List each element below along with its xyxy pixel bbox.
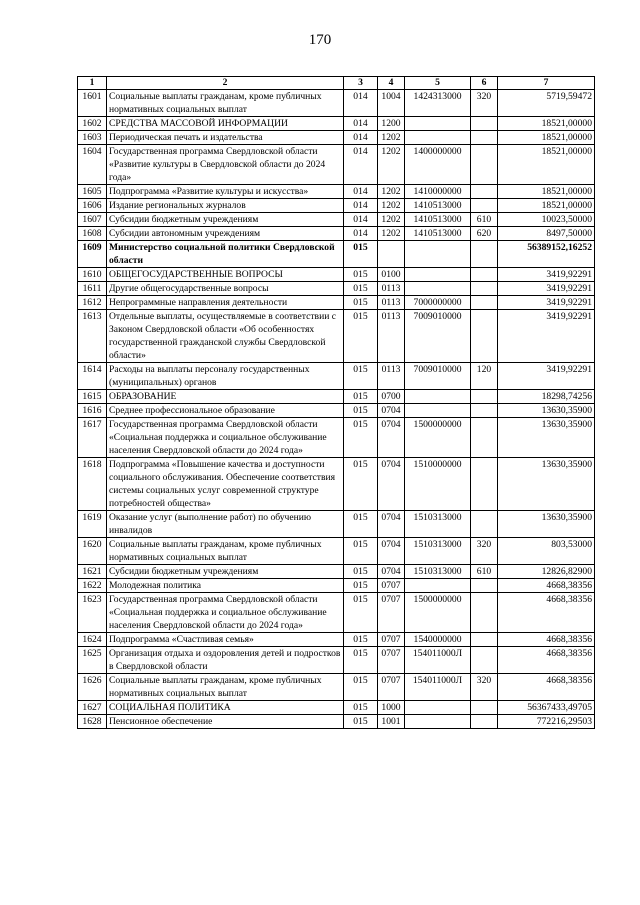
table-row xyxy=(78,296,595,310)
table-row xyxy=(78,418,595,458)
amount-cell: 4668,38356 xyxy=(498,593,595,633)
expense-type-cell xyxy=(471,458,498,511)
row-name-cell: СОЦИАЛЬНАЯ ПОЛИТИКА xyxy=(107,701,344,715)
section-code-cell: 0113 xyxy=(378,296,405,310)
section-code-cell: 0704 xyxy=(378,511,405,538)
section-code-cell: 0113 xyxy=(378,310,405,363)
table-row xyxy=(78,579,595,593)
ministry-code-cell: 014 xyxy=(344,185,378,199)
amount-cell: 56389152,16252 xyxy=(498,241,595,268)
row-name-cell: Социальные выплаты гражданам, кроме публичных нормативных социальных выплат xyxy=(107,538,344,565)
row-name-cell: Подпрограмма «Повышение качества и доступности социального обслуживания. Обеспечение соответствия системы социальных услуг современной структуре потребностей общества» xyxy=(107,458,344,511)
row-name-cell: Оказание услуг (выполнение работ) по обучению инвалидов xyxy=(107,511,344,538)
section-code-cell: 0707 xyxy=(378,633,405,647)
target-article-cell: 1510000000 xyxy=(405,458,471,511)
table-row xyxy=(78,199,595,213)
amount-cell: 3419,92291 xyxy=(498,310,595,363)
amount-cell: 56367433,49705 xyxy=(498,701,595,715)
table-row xyxy=(78,241,595,268)
table-row xyxy=(78,647,595,674)
section-code-cell: 0700 xyxy=(378,390,405,404)
table-row xyxy=(78,390,595,404)
table-row xyxy=(78,310,595,363)
row-name-cell: Государственная программа Свердловской области «Социальная поддержка и социальное обслуживание населения Свердловской области до 2024 года» xyxy=(107,418,344,458)
ministry-code-cell: 015 xyxy=(344,296,378,310)
expense-type-cell xyxy=(471,390,498,404)
target-article-cell: 1540000000 xyxy=(405,633,471,647)
expense-type-cell: 610 xyxy=(471,213,498,227)
ministry-code-cell: 015 xyxy=(344,538,378,565)
row-name-cell: Периодическая печать и издательства xyxy=(107,131,344,145)
ministry-code-cell: 015 xyxy=(344,579,378,593)
row-name-cell: Отдельные выплаты, осуществляемые в соответствии с Законом Свердловской области «Об особенностях государственной гражданской службы Свердловской области» xyxy=(107,310,344,363)
target-article-cell xyxy=(405,390,471,404)
target-article-cell: 1510313000 xyxy=(405,565,471,579)
amount-cell: 18521,00000 xyxy=(498,145,595,185)
amount-cell: 5719,59472 xyxy=(498,90,595,117)
row-name-cell: Другие общегосударственные вопросы xyxy=(107,282,344,296)
target-article-cell xyxy=(405,282,471,296)
section-code-cell: 0704 xyxy=(378,404,405,418)
expense-type-cell xyxy=(471,310,498,363)
header-cell: 5 xyxy=(405,77,471,90)
section-code-cell: 1202 xyxy=(378,199,405,213)
row-name-cell: СРЕДСТВА МАССОВОЙ ИНФОРМАЦИИ xyxy=(107,117,344,131)
expense-type-cell: 120 xyxy=(471,363,498,390)
row-number-cell: 1602 xyxy=(78,117,107,131)
table-row xyxy=(78,458,595,511)
row-name-cell: Среднее профессиональное образование xyxy=(107,404,344,418)
expense-type-cell: 610 xyxy=(471,565,498,579)
amount-cell: 4668,38356 xyxy=(498,579,595,593)
row-name-cell: Непрограммные направления деятельности xyxy=(107,296,344,310)
table-row xyxy=(78,145,595,185)
target-article-cell xyxy=(405,241,471,268)
table-row xyxy=(78,633,595,647)
target-article-cell xyxy=(405,268,471,282)
table-row xyxy=(78,363,595,390)
row-number-cell: 1619 xyxy=(78,511,107,538)
ministry-code-cell: 015 xyxy=(344,418,378,458)
header-cell: 2 xyxy=(107,77,344,90)
expense-type-cell xyxy=(471,185,498,199)
ministry-code-cell: 014 xyxy=(344,90,378,117)
expense-type-cell xyxy=(471,715,498,729)
ministry-code-cell: 015 xyxy=(344,674,378,701)
ministry-code-cell: 015 xyxy=(344,593,378,633)
ministry-code-cell: 015 xyxy=(344,701,378,715)
section-code-cell: 1202 xyxy=(378,145,405,185)
row-number-cell: 1605 xyxy=(78,185,107,199)
row-number-cell: 1616 xyxy=(78,404,107,418)
expense-type-cell xyxy=(471,633,498,647)
row-name-cell: Пенсионное обеспечение xyxy=(107,715,344,729)
target-article-cell: 7000000000 xyxy=(405,296,471,310)
row-number-cell: 1626 xyxy=(78,674,107,701)
target-article-cell: 1500000000 xyxy=(405,593,471,633)
table-row xyxy=(78,227,595,241)
target-article-cell: 1510313000 xyxy=(405,511,471,538)
expense-type-cell xyxy=(471,511,498,538)
ministry-code-cell: 014 xyxy=(344,117,378,131)
row-number-cell: 1628 xyxy=(78,715,107,729)
target-article-cell: 1410513000 xyxy=(405,199,471,213)
expense-type-cell xyxy=(471,145,498,185)
section-code-cell: 1202 xyxy=(378,227,405,241)
amount-cell: 13630,35900 xyxy=(498,404,595,418)
row-name-cell: Министерство социальной политики Свердловской области xyxy=(107,241,344,268)
target-article-cell: 1410000000 xyxy=(405,185,471,199)
row-name-cell: Организация отдыха и оздоровления детей и подростков в Свердловской области xyxy=(107,647,344,674)
target-article-cell: 7009010000 xyxy=(405,363,471,390)
table-row xyxy=(78,213,595,227)
header-cell: 6 xyxy=(471,77,498,90)
row-number-cell: 1625 xyxy=(78,647,107,674)
section-code-cell: 0707 xyxy=(378,674,405,701)
target-article-cell xyxy=(405,579,471,593)
expense-type-cell xyxy=(471,296,498,310)
amount-cell: 772216,29503 xyxy=(498,715,595,729)
amount-cell: 4668,38356 xyxy=(498,633,595,647)
amount-cell: 12826,82900 xyxy=(498,565,595,579)
table-row xyxy=(78,117,595,131)
ministry-code-cell: 015 xyxy=(344,310,378,363)
amount-cell: 13630,35900 xyxy=(498,458,595,511)
ministry-code-cell: 015 xyxy=(344,404,378,418)
table-row xyxy=(78,715,595,729)
amount-cell: 3419,92291 xyxy=(498,296,595,310)
table-row xyxy=(78,131,595,145)
target-article-cell xyxy=(405,131,471,145)
amount-cell: 4668,38356 xyxy=(498,674,595,701)
expense-type-cell: 320 xyxy=(471,90,498,117)
table-row xyxy=(78,565,595,579)
amount-cell: 18521,00000 xyxy=(498,185,595,199)
ministry-code-cell: 015 xyxy=(344,268,378,282)
table-body xyxy=(78,90,595,729)
header-cell: 3 xyxy=(344,77,378,90)
ministry-code-cell: 015 xyxy=(344,390,378,404)
table-row xyxy=(78,90,595,117)
target-article-cell xyxy=(405,117,471,131)
target-article-cell: 154011000Л xyxy=(405,674,471,701)
row-name-cell: Субсидии автономным учреждениям xyxy=(107,227,344,241)
target-article-cell: 1410513000 xyxy=(405,213,471,227)
ministry-code-cell: 015 xyxy=(344,633,378,647)
page-number: 170 xyxy=(308,32,332,48)
section-code-cell: 0707 xyxy=(378,593,405,633)
amount-cell: 18521,00000 xyxy=(498,117,595,131)
ministry-code-cell: 015 xyxy=(344,241,378,268)
section-code-cell: 0113 xyxy=(378,282,405,296)
target-article-cell: 154011000Л xyxy=(405,647,471,674)
ministry-code-cell: 014 xyxy=(344,227,378,241)
row-number-cell: 1603 xyxy=(78,131,107,145)
expense-type-cell xyxy=(471,593,498,633)
row-name-cell: ОБРАЗОВАНИЕ xyxy=(107,390,344,404)
row-number-cell: 1613 xyxy=(78,310,107,363)
target-article-cell: 1410513000 xyxy=(405,227,471,241)
expense-type-cell xyxy=(471,268,498,282)
expense-type-cell xyxy=(471,647,498,674)
target-article-cell: 7009010000 xyxy=(405,310,471,363)
row-number-cell: 1612 xyxy=(78,296,107,310)
table-row xyxy=(78,701,595,715)
ministry-code-cell: 015 xyxy=(344,715,378,729)
section-code-cell: 0100 xyxy=(378,268,405,282)
amount-cell: 13630,35900 xyxy=(498,418,595,458)
section-code-cell: 0113 xyxy=(378,363,405,390)
expense-type-cell xyxy=(471,701,498,715)
row-name-cell: Субсидии бюджетным учреждениям xyxy=(107,213,344,227)
row-number-cell: 1627 xyxy=(78,701,107,715)
row-number-cell: 1601 xyxy=(78,90,107,117)
target-article-cell xyxy=(405,715,471,729)
row-name-cell: Субсидии бюджетным учреждениям xyxy=(107,565,344,579)
ministry-code-cell: 015 xyxy=(344,647,378,674)
ministry-code-cell: 015 xyxy=(344,565,378,579)
row-number-cell: 1620 xyxy=(78,538,107,565)
table-row xyxy=(78,674,595,701)
row-number-cell: 1617 xyxy=(78,418,107,458)
amount-cell: 18298,74256 xyxy=(498,390,595,404)
row-name-cell: Молодежная политика xyxy=(107,579,344,593)
table-row xyxy=(78,185,595,199)
target-article-cell: 1510313000 xyxy=(405,538,471,565)
target-article-cell xyxy=(405,701,471,715)
table-row xyxy=(78,593,595,633)
row-name-cell: Социальные выплаты гражданам, кроме публичных нормативных социальных выплат xyxy=(107,90,344,117)
section-code-cell xyxy=(378,241,405,268)
target-article-cell: 1500000000 xyxy=(405,418,471,458)
row-number-cell: 1609 xyxy=(78,241,107,268)
table-row xyxy=(78,511,595,538)
row-name-cell: Подпрограмма «Счастливая семья» xyxy=(107,633,344,647)
table-row xyxy=(78,538,595,565)
row-name-cell: ОБЩЕГОСУДАРСТВЕННЫЕ ВОПРОСЫ xyxy=(107,268,344,282)
row-name-cell: Государственная программа Свердловской области «Развитие культуры в Свердловской области до 2024 года» xyxy=(107,145,344,185)
row-number-cell: 1608 xyxy=(78,227,107,241)
row-number-cell: 1607 xyxy=(78,213,107,227)
row-number-cell: 1621 xyxy=(78,565,107,579)
row-name-cell: Социальные выплаты гражданам, кроме публичных нормативных социальных выплат xyxy=(107,674,344,701)
ministry-code-cell: 014 xyxy=(344,131,378,145)
section-code-cell: 0704 xyxy=(378,458,405,511)
amount-cell: 3419,92291 xyxy=(498,282,595,296)
expense-type-cell: 620 xyxy=(471,227,498,241)
table-header-row xyxy=(78,77,595,90)
row-name-cell: Подпрограмма «Развитие культуры и искусства» xyxy=(107,185,344,199)
row-number-cell: 1618 xyxy=(78,458,107,511)
ministry-code-cell: 015 xyxy=(344,282,378,296)
ministry-code-cell: 014 xyxy=(344,145,378,185)
row-number-cell: 1624 xyxy=(78,633,107,647)
section-code-cell: 1202 xyxy=(378,131,405,145)
amount-cell: 8497,50000 xyxy=(498,227,595,241)
expense-type-cell xyxy=(471,418,498,458)
row-number-cell: 1615 xyxy=(78,390,107,404)
expense-type-cell: 320 xyxy=(471,674,498,701)
section-code-cell: 0704 xyxy=(378,418,405,458)
section-code-cell: 1202 xyxy=(378,185,405,199)
ministry-code-cell: 015 xyxy=(344,363,378,390)
row-number-cell: 1614 xyxy=(78,363,107,390)
expense-type-cell xyxy=(471,579,498,593)
expense-type-cell xyxy=(471,404,498,418)
table-row xyxy=(78,282,595,296)
section-code-cell: 0707 xyxy=(378,579,405,593)
section-code-cell: 1200 xyxy=(378,117,405,131)
amount-cell: 4668,38356 xyxy=(498,647,595,674)
target-article-cell: 1424313000 xyxy=(405,90,471,117)
expense-type-cell xyxy=(471,199,498,213)
expense-type-cell xyxy=(471,282,498,296)
section-code-cell: 1004 xyxy=(378,90,405,117)
target-article-cell: 1400000000 xyxy=(405,145,471,185)
header-cell: 1 xyxy=(78,77,107,90)
header-cell: 4 xyxy=(378,77,405,90)
ministry-code-cell: 015 xyxy=(344,458,378,511)
amount-cell: 10023,50000 xyxy=(498,213,595,227)
expense-type-cell xyxy=(471,117,498,131)
row-number-cell: 1610 xyxy=(78,268,107,282)
amount-cell: 18521,00000 xyxy=(498,199,595,213)
row-number-cell: 1623 xyxy=(78,593,107,633)
section-code-cell: 1001 xyxy=(378,715,405,729)
amount-cell: 803,53000 xyxy=(498,538,595,565)
budget-table xyxy=(77,76,595,729)
ministry-code-cell: 014 xyxy=(344,213,378,227)
section-code-cell: 0707 xyxy=(378,647,405,674)
header-cell: 7 xyxy=(498,77,595,90)
section-code-cell: 1202 xyxy=(378,213,405,227)
target-article-cell xyxy=(405,404,471,418)
ministry-code-cell: 015 xyxy=(344,511,378,538)
expense-type-cell xyxy=(471,241,498,268)
row-number-cell: 1622 xyxy=(78,579,107,593)
section-code-cell: 0704 xyxy=(378,538,405,565)
row-number-cell: 1606 xyxy=(78,199,107,213)
table-row xyxy=(78,404,595,418)
row-name-cell: Государственная программа Свердловской области «Социальная поддержка и социальное обслуживание населения Свердловской области до 2024 года» xyxy=(107,593,344,633)
row-name-cell: Издание региональных журналов xyxy=(107,199,344,213)
amount-cell: 3419,92291 xyxy=(498,363,595,390)
section-code-cell: 0704 xyxy=(378,565,405,579)
row-number-cell: 1604 xyxy=(78,145,107,185)
expense-type-cell xyxy=(471,131,498,145)
amount-cell: 3419,92291 xyxy=(498,268,595,282)
row-name-cell: Расходы на выплаты персоналу государственных (муниципальных) органов xyxy=(107,363,344,390)
expense-type-cell: 320 xyxy=(471,538,498,565)
ministry-code-cell: 014 xyxy=(344,199,378,213)
row-number-cell: 1611 xyxy=(78,282,107,296)
table-row xyxy=(78,268,595,282)
section-code-cell: 1000 xyxy=(378,701,405,715)
amount-cell: 18521,00000 xyxy=(498,131,595,145)
amount-cell: 13630,35900 xyxy=(498,511,595,538)
